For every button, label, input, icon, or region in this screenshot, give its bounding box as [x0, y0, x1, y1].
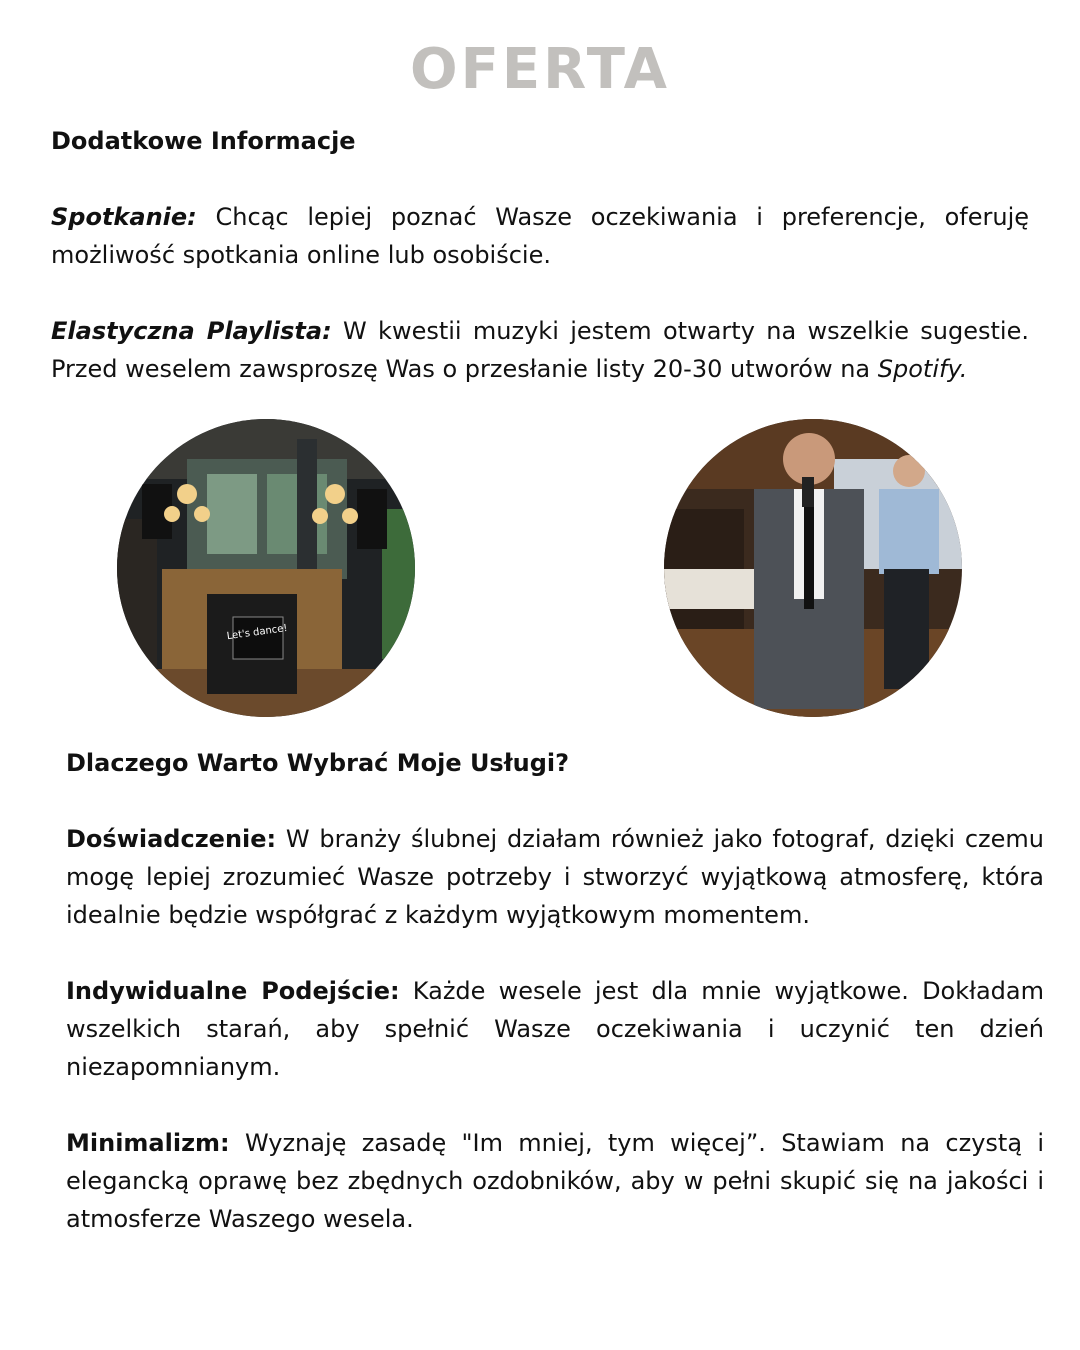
minimalism-text: Wyznaję zasadę "Im mniej, tym więcej”. Stawiam na czystą i elegancką oprawę bez zbędnych ozdobników, aby w pełni skupić się na jakości i atmosferze Waszego wesela. [66, 1129, 1044, 1233]
experience-paragraph [66, 820, 1044, 934]
meeting-text: Chcąc lepiej poznać Wasze oczekiwania i preferencje, oferuję możliwość spotkania online lub osobiście. [51, 203, 1029, 269]
page-title: OFERTA [410, 37, 670, 102]
playlist-paragraph [51, 312, 1029, 388]
approach-label: Indywidualne Podejście: [66, 977, 400, 1005]
playlist-label: Elastyczna Playlista: [51, 317, 332, 345]
meeting-label: Spotkanie: [51, 203, 197, 231]
approach-paragraph [66, 972, 1044, 1086]
spotify-text: Spotify. [877, 355, 968, 383]
minimalism-label: Minimalizm: [66, 1129, 230, 1157]
playlist-text: W kwestii muzyki jestem otwarty na wszelkie sugestie. Przed weselem zawsproszę Was o przesłanie listy 20-30 utworów na [51, 317, 1029, 383]
meeting-paragraph [51, 198, 1029, 274]
experience-label: Doświadczenie: [66, 825, 277, 853]
approach-text: Każde wesele jest dla mnie wyjątkowe. Dokładam wszelkich starań, aby spełnić Wasze oczekiwania i uczynić ten dzień niezapomnianym. [66, 977, 1044, 1081]
minimalism-paragraph [66, 1124, 1044, 1238]
dance-sign: Let's dance! [226, 622, 289, 643]
section-heading: Dlaczego Warto Wybrać Moje Usługi? [66, 749, 570, 777]
dj-booth-photo [117, 419, 415, 717]
section-heading: Dodatkowe Informacje [51, 127, 356, 155]
additional-info-section [51, 122, 1029, 388]
speaker-photo [664, 419, 962, 717]
experience-text: W branży ślubnej działam również jako fotograf, dzięki czemu mogę lepiej zrozumieć Wasze potrzeby i stworzyć wyjątkową atmosferę, która idealnie będzie współgrać z każdym wyjątkowym momentem. [66, 825, 1044, 929]
why-choose-section [66, 744, 1044, 1238]
